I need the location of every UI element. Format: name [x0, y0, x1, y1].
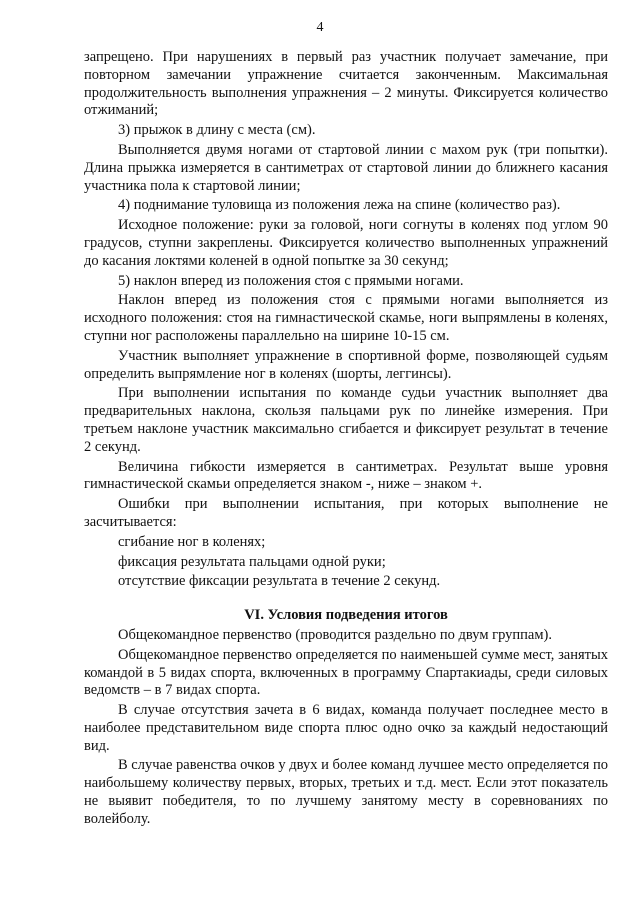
list-item: сгибание ног в коленях; — [118, 533, 266, 550]
paragraph: Общекомандное первенство (проводится раздельно по двум группам). — [118, 626, 552, 643]
paragraph: Наклон вперед из положения стоя с прямыми ногами выполняется из исходного положения: стоя на гимнастической скамье, ноги выпрямлены в коленях, ступни ног расположены параллельно на ширине 10-15 см. — [84, 292, 608, 344]
page-number: 4 — [316, 20, 324, 35]
paragraph: Ошибки при выполнении испытания, при которых выполнение не засчитывается: — [84, 496, 608, 530]
list-item: отсутствие фиксации результата в течение 2 секунд. — [118, 573, 441, 590]
paragraph: Общекомандное первенство определяется по наименьшей сумме мест, занятых командой в 5 видах спорта, включенных в программу Спартакиады, среди силовых ведомств – в 7 видах спорта. — [84, 646, 608, 699]
paragraph: Участник выполняет упражнение в спортивной форме, позволяющей судьям определить выпрямление ног в коленях (шорты, леггинсы). — [84, 347, 608, 382]
paragraph: Выполняется двумя ногами от стартовой линии с махом рук (три попытки). Длина прыжка измеряется в сантиметрах от стартовой линии до ближнего касания участника пола к стартовой линии; — [84, 141, 608, 194]
paragraph: При выполнении испытания по команде судьи участник выполняет два предварительных наклона, скользя пальцами рук по линейке измерения. При третьем наклоне участник максимально сгибается и фиксирует результат в течение 2 секунд. — [84, 385, 608, 455]
paragraph: запрещено. При нарушениях в первый раз участник получает замечание, при повторном замечании упражнение считается законченным. Максимальная продолжительность выполнения упражнения – 2 минуты. Фиксируется количество отжиманий; — [84, 49, 608, 119]
section-heading: VI. Условия подведения итогов — [244, 607, 448, 624]
paragraph: Исходное положение: руки за головой, ноги согнуты в коленях под углом 90 градусов, ступни закреплены. Фиксируется количество выполненных упражнений до касания локтями коленей в одной попытке за 30 секунд; — [84, 217, 608, 269]
results-section — [84, 627, 608, 829]
rules-section — [84, 49, 608, 591]
paragraph: В случае равенства очков у двух и более команд лучшее место определяется по наибольшему количеству первых, вторых, третьих и т.д. мест. Если этот показатель не выявит победителя, то по лучшему занятому месту в соревнованиях по волейболу. — [84, 757, 608, 827]
paragraph: 5) наклон вперед из положения стоя с прямыми ногами. — [118, 272, 464, 289]
paragraph: В случае отсутствия зачета в 6 видах, команда получает последнее место в наиболее представительном виде спорта плюс одно очко за каждый недостающий вид. — [84, 702, 608, 754]
paragraph: Величина гибкости измеряется в сантиметрах. Результат выше уровня гимнастической скамьи определяется знаком -, ниже – знаком +. — [84, 458, 608, 493]
paragraph: 3) прыжок в длину с места (см). — [118, 122, 316, 139]
paragraph: 4) поднимание туловища из положения лежа на спине (количество раз). — [118, 197, 561, 214]
list-item: фиксация результата пальцами одной руки; — [118, 553, 386, 570]
document-body — [84, 49, 608, 831]
